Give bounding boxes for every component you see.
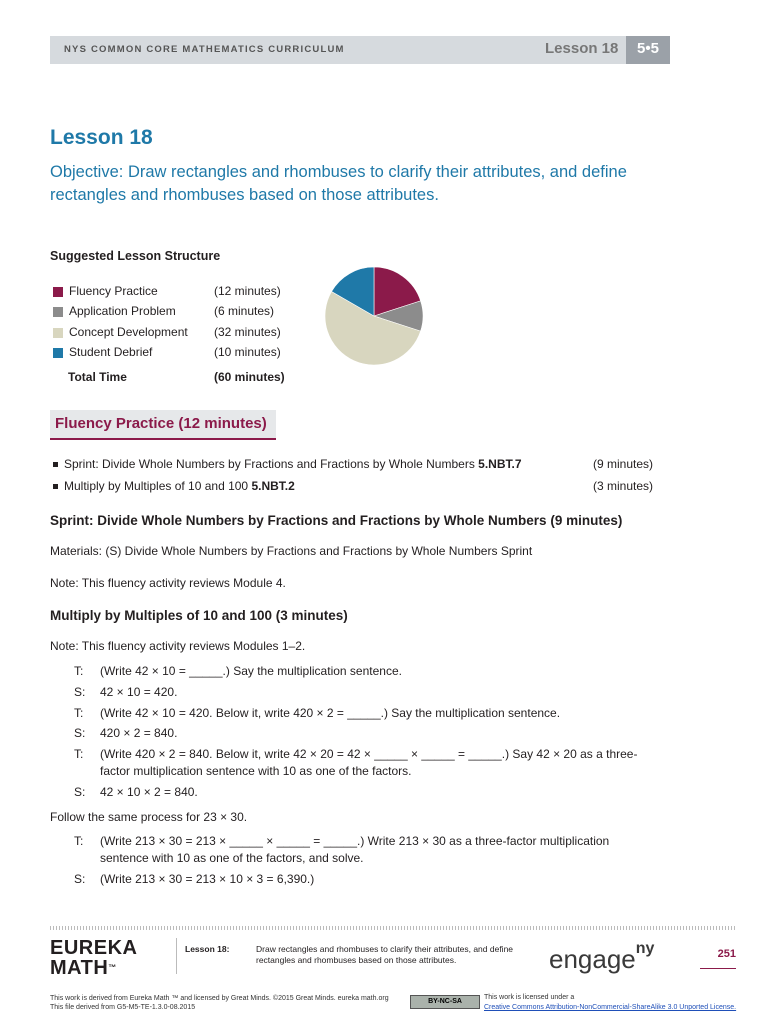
fluency-bullet bbox=[53, 479, 663, 497]
fluency-bullet bbox=[53, 457, 663, 475]
total-time-value: (60 minutes) bbox=[214, 370, 285, 384]
dialogue-line: (Write 420 × 2 = 840. Below it, write 42 × 20 = 42 × _____ × _____ = _____.) Say 42 × 20 as a three- bbox=[100, 747, 638, 761]
dialogue-speaker: T: bbox=[74, 664, 84, 678]
curriculum-title: NYS COMMON CORE MATHEMATICS CURRICULUM bbox=[64, 44, 345, 55]
objective: Objective: Draw rectangles and rhombuses to clarify their attributes, and define rectangles and rhombuses based on those attributes. bbox=[50, 163, 627, 204]
bullet-standard: 5.NBT.7 bbox=[478, 457, 522, 471]
structure-item-minutes: (10 minutes) bbox=[214, 345, 281, 359]
sprint-materials: Materials: (S) Divide Whole Numbers by Fractions and Fractions by Whole Numbers Sprint bbox=[50, 544, 533, 558]
dialogue-line: (Write 213 × 30 = 213 × _____ × _____ = _____.) Write 213 × 30 as a three-factor multiplication bbox=[100, 834, 610, 848]
footer-rule bbox=[50, 926, 736, 930]
dialogue-speaker: T: bbox=[74, 706, 84, 720]
footer-attribution: This work is derived from Eureka Math ™ and licensed by Great Minds. ©2015 Great Minds. eureka math.org This file derived from G5-M5-TE-1.3.0-08.2015 bbox=[50, 995, 389, 1011]
dialogue-speaker: T: bbox=[74, 834, 84, 848]
footer-lesson: Lesson 18: bbox=[185, 944, 230, 954]
concept-swatch bbox=[53, 328, 63, 338]
structure-item-debrief bbox=[53, 345, 303, 365]
structure-item-application bbox=[53, 304, 303, 324]
multiply-heading: Multiply by Multiples of 10 and 100 (3 minutes) bbox=[50, 608, 348, 623]
structure-item-label: Fluency Practice bbox=[69, 284, 158, 298]
sprint-note: Note: This fluency activity reviews Module 4. bbox=[50, 576, 286, 590]
dialogue-line: 42 × 10 × 2 = 840. bbox=[100, 785, 198, 799]
bullet-text: Sprint: Divide Whole Numbers by Fractions and Fractions by Whole Numbers bbox=[64, 457, 479, 471]
bullet-icon bbox=[53, 462, 58, 467]
dialogue-line: 420 × 2 = 840. bbox=[100, 726, 178, 740]
dialogue-speaker: S: bbox=[74, 872, 86, 886]
structure-item-fluency bbox=[53, 284, 303, 304]
bullet-minutes: (9 minutes) bbox=[593, 457, 654, 471]
bullet-icon bbox=[53, 484, 58, 489]
fluency-swatch bbox=[53, 287, 63, 297]
creative-commons-badge-icon[interactable]: BY-NC-SA bbox=[410, 995, 480, 1009]
license-text: This work is licensed under a Creative Commons Attribution-NonCommercial-ShareAlike 3.0 Unported License. bbox=[484, 994, 737, 1011]
dialogue-speaker: S: bbox=[74, 785, 86, 799]
debrief-swatch bbox=[53, 348, 63, 358]
license-link[interactable]: Creative Commons Attribution-NonCommercial-ShareAlike 3.0 Unported License. bbox=[484, 1004, 737, 1011]
page-number: 251 bbox=[717, 948, 736, 960]
footer-description: Draw rectangles and rhombuses to clarify their attributes, and define rectangles and rhombuses based on those attributes. bbox=[256, 944, 514, 965]
bullet-standard: 5.NBT.2 bbox=[251, 479, 295, 493]
sprint-heading: Sprint: Divide Whole Numbers by Fractions and Fractions by Whole Numbers (9 minutes) bbox=[50, 513, 623, 528]
application-swatch bbox=[53, 307, 63, 317]
dialogue-speaker: S: bbox=[74, 685, 86, 699]
dialogue-line: factor multiplication sentence with 10 as one of the factors. bbox=[100, 764, 412, 778]
dialogue-line: (Write 42 × 10 = 420. Below it, write 420 × 2 = _____.) Say the multiplication sentence. bbox=[100, 706, 561, 720]
structure-item-minutes: (32 minutes) bbox=[214, 325, 281, 339]
structure-item-minutes: (6 minutes) bbox=[214, 304, 275, 318]
dialogue-line: sentence with 10 as one of the factors, and solve. bbox=[100, 851, 364, 865]
total-time-label: Total Time bbox=[68, 370, 127, 384]
structure-item-label: Application Problem bbox=[69, 304, 176, 318]
structure-item-label: Student Debrief bbox=[69, 345, 153, 359]
engageny-logo: engage$^{ny}$ bbox=[549, 940, 655, 974]
footer-divider bbox=[176, 938, 177, 974]
fluency-title: Fluency Practice (12 minutes) bbox=[55, 415, 267, 432]
page-title: Lesson 18 bbox=[50, 126, 153, 149]
page-number-rule bbox=[700, 968, 736, 969]
dialogue-line: (Write 42 × 10 = _____.) Say the multiplication sentence. bbox=[100, 664, 402, 678]
multiply-note: Note: This fluency activity reviews Modules 1–2. bbox=[50, 639, 306, 653]
dialogue-speaker: T: bbox=[74, 747, 84, 761]
grade-badge-label: 5•5 bbox=[637, 40, 659, 57]
follow-process: Follow the same process for 23 × 30. bbox=[50, 810, 248, 824]
structure-item-concept bbox=[53, 325, 303, 345]
structure-heading: Suggested Lesson Structure bbox=[50, 249, 221, 263]
eureka-math-logo: EUREKA MATH™ bbox=[50, 937, 138, 979]
bullet-minutes: (3 minutes) bbox=[593, 479, 654, 493]
structure-item-label: Concept Development bbox=[69, 325, 188, 339]
structure-item-minutes: (12 minutes) bbox=[214, 284, 281, 298]
header-lesson: Lesson 18 bbox=[545, 40, 619, 57]
lesson-structure-pie-chart bbox=[324, 266, 424, 366]
dialogue-line: (Write 213 × 30 = 213 × 10 × 3 = 6,390.) bbox=[100, 872, 315, 886]
dialogue-line: 42 × 10 = 420. bbox=[100, 685, 178, 699]
dialogue-speaker: S: bbox=[74, 726, 86, 740]
bullet-text: Multiply by Multiples of 10 and 100 bbox=[64, 479, 252, 493]
